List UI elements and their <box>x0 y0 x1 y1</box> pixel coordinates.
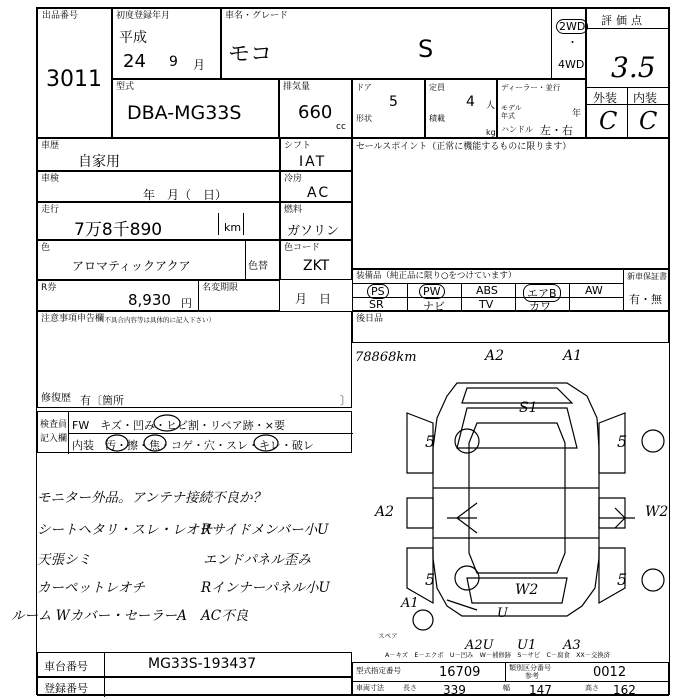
equip-ps: PS <box>367 284 389 299</box>
load-unit: kg <box>486 128 496 137</box>
shift-value: IAT <box>299 154 327 170</box>
inspection-label: 車検 <box>41 174 60 184</box>
note-right-1: Rサイドメンバー小U <box>201 522 329 538</box>
note-line-5: ルーム Wカバー・セーラーA <box>11 608 187 624</box>
dealer-label: ディーラー・並行 <box>501 83 561 92</box>
mark-5-c: 5 <box>425 570 436 589</box>
chassis-value: MG33S-193437 <box>148 656 257 672</box>
equip-col-3 <box>515 283 516 312</box>
shift-box <box>280 138 352 171</box>
height-label: 高さ <box>585 684 599 692</box>
mark-a1-rear: A1 <box>401 596 419 611</box>
class-label: 類別区分番号 <box>509 664 551 672</box>
mark-5-d: 5 <box>617 570 628 589</box>
equip-navi: ナビ <box>423 300 445 313</box>
equip-sr: SR <box>369 298 384 311</box>
recycle-label: R券 <box>41 283 57 293</box>
score-row-divider <box>587 104 670 105</box>
equip-airbag: エアB <box>523 284 561 302</box>
mark-a2u: A2U <box>465 638 494 653</box>
height-value: 162 <box>613 683 636 697</box>
drive-box <box>551 8 586 79</box>
equipment-box <box>352 269 669 311</box>
doors-label: ドア <box>356 83 372 92</box>
class-ref: 参考 <box>525 672 539 680</box>
registration-label: 初度登録年月 <box>116 11 171 21</box>
rear-label: 後日品 <box>356 314 384 324</box>
history-value: 自家用 <box>78 154 120 170</box>
notices-sub: （不具合内容等は具体的に記入下さい） <box>98 316 215 324</box>
shape-label: 形状 <box>356 114 372 123</box>
recycle-divider <box>198 281 199 312</box>
color-change-label: 色替 <box>248 261 268 272</box>
mark-u1: U1 <box>517 638 537 653</box>
equip-pw: PW <box>419 284 445 299</box>
note-line-1: モニター外品。アンテナ接続不良か？ <box>37 490 266 506</box>
car-name-box <box>221 8 586 79</box>
name-change-value: 月 日 <box>295 292 332 306</box>
score-label: 評価点 <box>601 14 646 27</box>
mark-a1-top: A1 <box>563 348 583 364</box>
car-grade-value: S <box>418 35 434 63</box>
capacity-label: 定員 <box>429 83 445 92</box>
length-value: 339 <box>443 683 466 697</box>
capacity-box <box>425 79 497 138</box>
registration-year: 24 <box>123 51 146 72</box>
note-line-3: 天張シミ <box>37 552 91 568</box>
equip-tv: TV <box>479 298 494 311</box>
mileage-unit-divider-2 <box>243 213 244 235</box>
capacity-value: 4 <box>466 94 475 110</box>
class-value: 0012 <box>593 665 627 680</box>
dealer-box <box>497 79 586 138</box>
shift-label: シフト <box>284 141 312 151</box>
model-box <box>112 79 279 138</box>
equip-abs: ABS <box>476 284 498 297</box>
plate-label: 登録番号 <box>44 682 88 695</box>
mileage-value: 7万8千890 <box>74 220 163 240</box>
equip-col-1 <box>407 283 408 312</box>
notices-label: 注意事項申告欄 <box>41 314 105 324</box>
width-label: 幅 <box>503 684 510 692</box>
model-year-label: モデル年式 <box>501 104 522 120</box>
ac-value: AC <box>307 185 331 201</box>
ac-box <box>280 171 352 202</box>
drive-dot: ・ <box>567 36 578 49</box>
note-right-3: Rインナーパネル小U <box>201 580 330 596</box>
lot-number-value: 3011 <box>46 67 102 92</box>
mark-s1: S1 <box>519 400 538 416</box>
damage-legend: A－キズ E－エクボ U－凹み W－補修跡 S－サビ C－腐食 XX－交換済 <box>385 652 610 659</box>
load-label: 積載 <box>429 114 445 123</box>
mark-5-a: 5 <box>425 432 436 451</box>
color-code-label: 色コード <box>284 243 321 253</box>
chassis-box <box>37 652 352 677</box>
history-label: 車歴 <box>41 141 60 151</box>
score-mid-divider <box>627 87 628 139</box>
inspector-circles <box>37 411 352 453</box>
drive-4wd: 4WD <box>558 58 585 71</box>
mark-u-rear: U <box>497 606 508 621</box>
handle-label: ハンドル <box>501 125 533 134</box>
auction-sheet <box>11 7 670 697</box>
model-value: DBA-MG33S <box>127 102 242 124</box>
plate-divider <box>104 678 105 697</box>
score-divider <box>587 28 670 29</box>
inspector-row1: FW キズ・凹み・ヒビ割・リペア跡・×要 <box>72 419 285 432</box>
certificate-label: 型式指定番号 <box>356 666 401 675</box>
mileage-box <box>37 202 280 240</box>
inspection-box <box>37 171 280 202</box>
displacement-value: 660 <box>298 102 333 123</box>
equip-col-2 <box>461 283 462 312</box>
rear-box <box>352 311 669 343</box>
equip-leather: カワ <box>529 300 551 313</box>
doors-value: 5 <box>389 94 398 110</box>
displacement-unit: cc <box>336 122 346 132</box>
ac-label: 冷房 <box>284 174 303 184</box>
equipment-label: 装備品（純正品に限り○をつけています） <box>356 271 517 281</box>
spare-label: スペア <box>378 632 398 640</box>
car-name-label: 車名・グレード <box>225 11 289 21</box>
score-exterior: C <box>599 107 618 135</box>
width-value: 147 <box>529 683 552 697</box>
color-code-box <box>280 240 352 280</box>
registration-era: 平成 <box>119 30 147 46</box>
color-box <box>37 240 280 280</box>
note-right-4: AC不良 <box>201 608 249 624</box>
certificate-divider <box>505 663 506 681</box>
chassis-label: 車台番号 <box>44 660 88 673</box>
history-box <box>37 138 280 171</box>
repair-close: 〕 <box>340 394 351 407</box>
fuel-box <box>280 202 352 240</box>
color-value: アロマティックアクア <box>72 259 191 273</box>
color-label: 色 <box>41 243 51 253</box>
equip-col-4 <box>569 283 570 312</box>
mileage-unit-divider <box>218 213 219 235</box>
color-code-value: ZKT <box>303 258 330 274</box>
lot-number-box <box>37 8 112 138</box>
mark-a3: A3 <box>563 638 581 653</box>
recycle-box <box>37 280 280 311</box>
note-right-2: エンドパネル歪み <box>203 552 311 568</box>
note-line-4: カーペットレオチ <box>37 580 145 596</box>
mileage-label: 走行 <box>41 205 60 215</box>
score-interior-label: 内装 <box>633 91 658 105</box>
recycle-value: 8,930 <box>128 291 171 309</box>
guarantee-label: 新車保証書 <box>627 272 667 281</box>
mark-5-b: 5 <box>617 432 628 451</box>
lot-number-label: 出品番号 <box>42 11 79 21</box>
inspector-label: 検査員記入欄 <box>40 420 68 444</box>
inspection-value: 年 月（ 日） <box>143 188 228 202</box>
sales-points-box <box>352 138 669 269</box>
sales-points-label: セールスポイント（正常に機能するものに限ります） <box>356 142 572 152</box>
dimension-label: 車両寸法 <box>356 684 384 692</box>
dimension-row-divider <box>353 681 670 682</box>
car-name-value: モコ <box>228 42 273 67</box>
score-box <box>586 8 669 138</box>
certificate-value: 16709 <box>439 665 481 680</box>
color-change-divider <box>245 241 246 281</box>
equip-aw: AW <box>585 284 603 297</box>
guarantee-value: 有・無 <box>629 293 662 306</box>
certificate-box <box>352 662 669 696</box>
plate-box <box>37 677 352 696</box>
fuel-label: 燃料 <box>284 205 303 215</box>
name-change-label: 名変期限 <box>202 283 239 293</box>
mark-w2-rear: W2 <box>515 582 539 598</box>
score-value: 3.5 <box>611 51 656 84</box>
chassis-divider <box>104 653 105 678</box>
recycle-unit: 円 <box>181 297 192 310</box>
notices-box <box>37 311 352 408</box>
handle-value: 左・右 <box>540 124 573 137</box>
displacement-box <box>279 79 352 138</box>
repair-value: 有〔箇所 <box>80 394 124 407</box>
fuel-value: ガソリン <box>287 224 340 239</box>
length-label: 長さ <box>403 684 417 692</box>
capacity-unit: 人 <box>486 101 496 111</box>
doors-box <box>352 79 425 138</box>
inspector-row2: 内装 汚・擦・焦・コゲ・穴・スレ・キレ・破レ <box>72 439 314 452</box>
guarantee-divider <box>623 270 624 312</box>
mark-a2-top: A2 <box>485 348 505 364</box>
score-interior: C <box>639 107 658 135</box>
mileage-unit: km <box>224 221 242 234</box>
diagram-mileage-note: 78868km <box>355 350 417 365</box>
score-exterior-label: 外装 <box>593 91 618 105</box>
registration-box <box>112 8 221 79</box>
repair-label: 修復歴 <box>41 393 71 404</box>
model-year-suffix: 年 <box>572 109 582 119</box>
drive-2wd: 2WD <box>556 19 588 34</box>
mark-w2-right: W2 <box>645 504 669 520</box>
note-line-2: シートヘタリ・スレ・レオチ <box>37 522 213 538</box>
displacement-label: 排気量 <box>283 82 311 92</box>
registration-month: 9 <box>169 54 178 70</box>
score-sub-divider <box>587 87 670 88</box>
registration-month-unit: 月 <box>193 58 206 72</box>
model-label: 型式 <box>116 82 135 92</box>
mark-a2-left: A2 <box>375 504 395 520</box>
